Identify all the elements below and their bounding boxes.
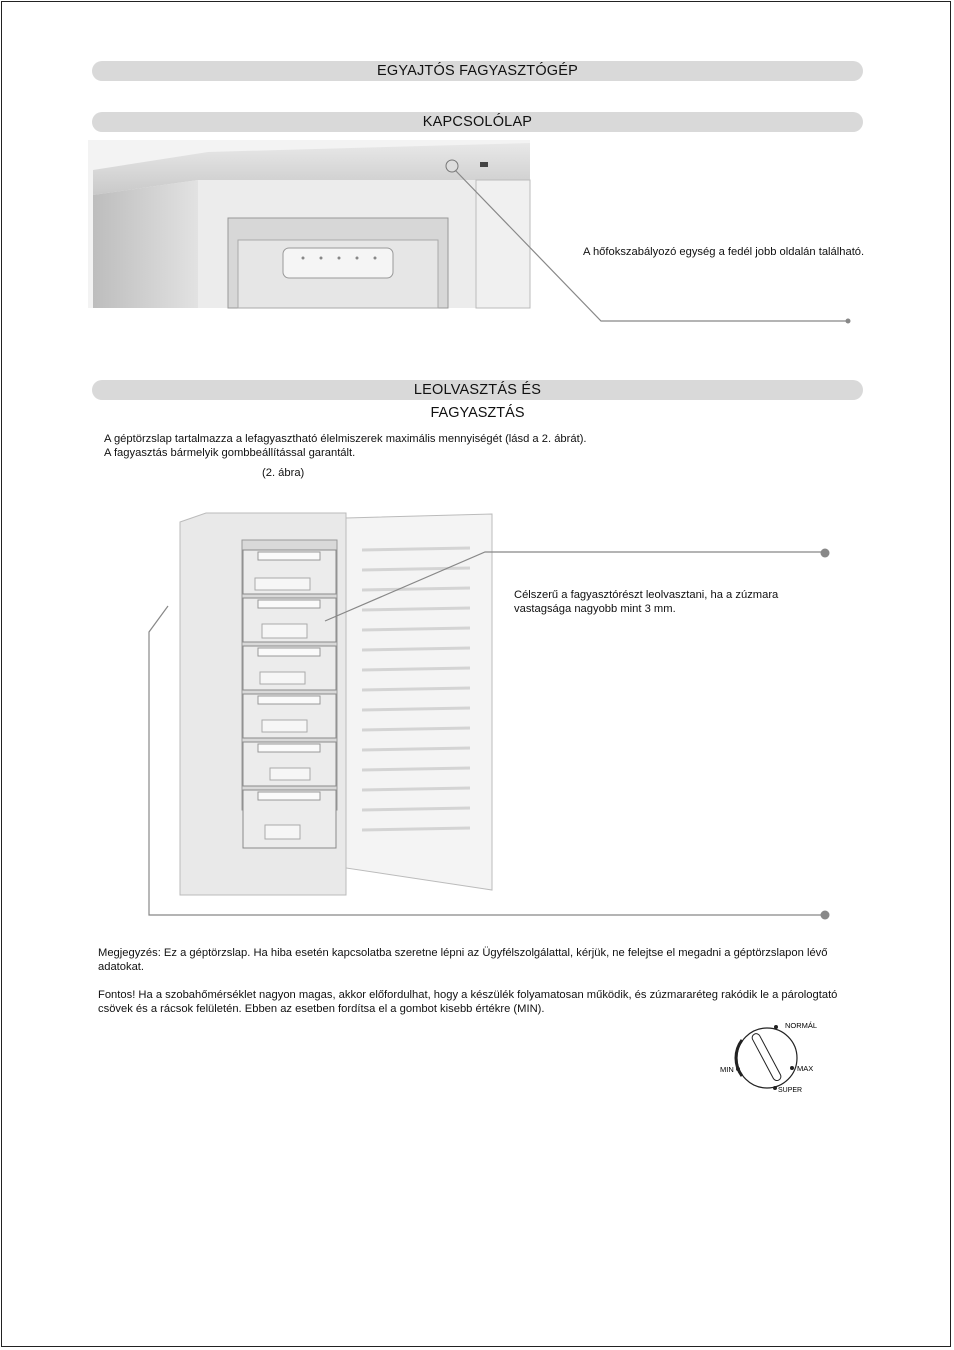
nameplate-callout-dot [821,911,830,920]
defrost-title-line2: FAGYASZTÁS [430,405,525,421]
note-text: Megjegyzés: Ez a géptörzslap. Ha hiba esetén kapcsolatba szeretne lépni az Ügyfélszolgálattal, kérjük, ne felejtse el megadni a géptörzslapon lévő adatokat. [98,947,828,973]
defrost-callout: Célszerű a fagyasztórészt leolvasztani, ha a zúzmara vastagsága nagyobb mint 3 mm. [514,589,779,615]
defrost-intro-line1: A géptörzslap tartalmazza a lefagyasztható élelmiszerek maximális mennyiségét (lásd a 2. ábrát). [104,433,587,445]
main-title-bar [92,61,863,81]
defrost-title-line1: LEOLVASZTÁS ÉS [413,382,542,398]
indicator-light [480,162,488,167]
dial-label-super: SUPER [778,1087,803,1094]
dial-label-min: MIN [720,1065,734,1074]
thermostat-dial [712,1018,832,1098]
dial-label-max: MAX [797,1064,814,1073]
callout-dot [846,319,851,324]
important-text: Fontos! Ha a szobahőmérséklet nagyon magas, akkor előfordulhat, hogy a készülék folyamatosan működik, és zúzmararéteg rakódik le a párologtató csövek és a rácsok felületén. Ebben az esetben fordítsa el a gombot kisebb értékre (MIN). [98,989,838,1015]
control-panel-callout: A hőfokszabályozó egység a fedél jobb oldalán található. [583,246,865,258]
freezer-photo [140,510,840,920]
drawer-handle [283,248,393,278]
dial-label-normal: NORMÁL [785,1021,818,1030]
control-panel-photo [88,140,858,330]
defrost-intro-line2: A fagyasztás bármelyik gombbeállítással garantált. [104,447,356,459]
main-title: EGYAJTÓS FAGYASZTÓGÉP [376,63,579,79]
defrost-callout-dot [821,549,830,558]
thermostat-knob-icon [446,160,458,172]
open-door [476,180,530,308]
control-panel-title-bar [92,112,863,132]
freezer-side [93,180,198,308]
figure-caption: (2. ábra) [262,467,305,479]
control-panel-title: KAPCSOLÓLAP [422,114,533,130]
defrost-title-bar [92,380,863,400]
